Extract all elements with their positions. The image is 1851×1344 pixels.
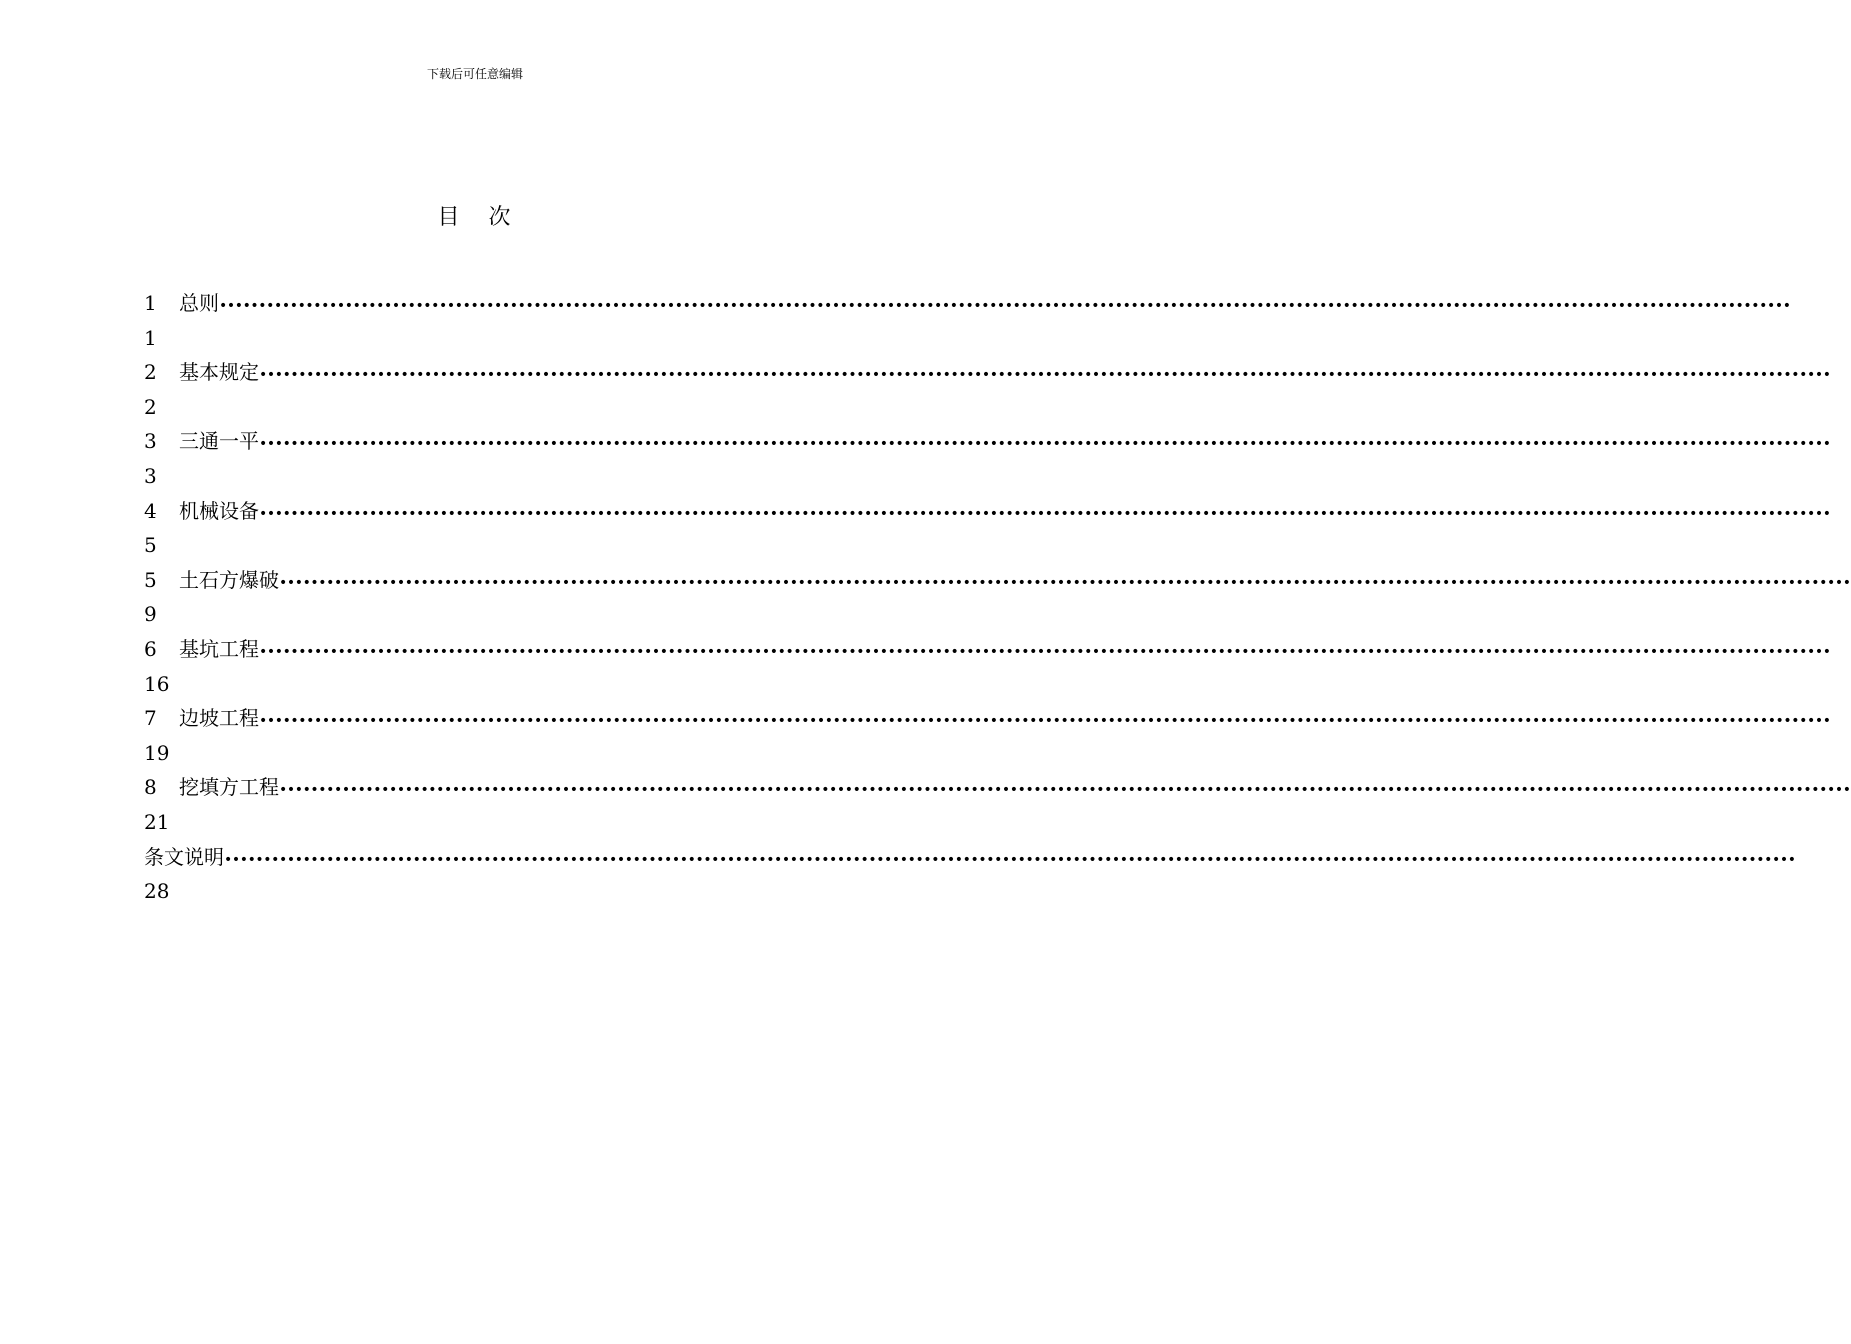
toc-dot-leader: ••••••••••••••••••••••••••••••••••••••••••••••••••••••••••••••••••••••••••••••••••••••••••••••••••••••••••••••••••••••••••••••••••••••••••••••••••••••••••••••••••••••••••••••••••••••••••••••••••••••••	[259, 367, 1831, 384]
toc-entry-number: 3	[144, 429, 157, 454]
toc-entry-number: 7	[144, 706, 157, 731]
toc-entry[interactable]	[144, 701, 1831, 770]
toc-entry-page-number: 5	[144, 533, 157, 558]
toc-entry-line	[144, 424, 1831, 459]
toc-entry[interactable]	[144, 494, 1831, 563]
toc-entry-page-number: 9	[144, 602, 157, 627]
toc-entry-line	[144, 355, 1831, 390]
toc-dot-leader: ••••••••••••••••••••••••••••••••••••••••••••••••••••••••••••••••••••••••••••••••••••••••••••••••••••••••••••••••••••••••••••••••••••••••••••••••••••••••••••••••••••••••••••••••••••••••••••••••••••••••	[279, 574, 1851, 591]
toc-entry-number: 2	[144, 360, 157, 385]
toc-entry-line	[144, 563, 1851, 598]
toc-entry-number: 8	[144, 775, 157, 800]
toc-entry-number: 6	[144, 636, 157, 661]
toc-entry-title: 三通一平	[179, 429, 259, 454]
toc-entry-title: 边坡工程	[179, 706, 259, 731]
toc-entry-page-number: 3	[144, 463, 157, 488]
toc-dot-leader: ••••••••••••••••••••••••••••••••••••••••••••••••••••••••••••••••••••••••••••••••••••••••••••••••••••••••••••••••••••••••••••••••••••••••••••••••••••••••••••••••••••••••••••••••••••••••••••••••••••••••	[259, 713, 1831, 730]
toc-entry-line	[144, 632, 1831, 667]
toc-entry-title: 土石方爆破	[179, 567, 279, 592]
toc-entry-number: 1	[144, 291, 157, 315]
toc-entry-title: 总则	[179, 291, 219, 315]
toc-entry-page-number: 21	[144, 809, 170, 834]
toc-entry[interactable]	[144, 840, 1796, 909]
toc-entry-title: 挖填方工程	[179, 775, 279, 800]
toc-entry-line	[144, 770, 1851, 805]
toc-entry-page-number: 16	[144, 671, 170, 696]
toc-entry[interactable]	[144, 632, 1831, 701]
toc-entry-number: 5	[144, 567, 157, 592]
toc-entry-title: 机械设备	[179, 498, 259, 523]
toc-entry-page-number: 1	[144, 325, 157, 350]
toc-dot-leader: ••••••••••••••••••••••••••••••••••••••••••••••••••••••••••••••••••••••••••••••••••••••••••••••••••••••••••••••••••••••••••••••••••••••••••••••••••••••••••••••••••••••••••••••••••••••••••••••••••••••••	[279, 782, 1851, 799]
toc-dot-leader: ••••••••••••••••••••••••••••••••••••••••••••••••••••••••••••••••••••••••••••••••••••••••••••••••••••••••••••••••••••••••••••••••••••••••••••••••••••••••••••••••••••••••••••••••••••••••••••••••••••••••	[259, 505, 1831, 522]
toc-dot-leader: ••••••••••••••••••••••••••••••••••••••••••••••••••••••••••••••••••••••••••••••••••••••••••••••••••••••••••••••••••••••••••••••••••••••••••••••••••••••••••••••••••••••••••••••••••••••••••••••••••••••••	[219, 298, 1791, 314]
toc-entry-line	[144, 494, 1831, 529]
toc-entry-page-number: 19	[144, 740, 170, 765]
toc-entry-page-number: 2	[144, 394, 157, 419]
toc-entry[interactable]	[144, 770, 1851, 839]
toc-entry[interactable]	[144, 424, 1831, 493]
toc-entry[interactable]	[144, 563, 1851, 632]
table-of-contents	[144, 286, 1851, 909]
toc-entry-page-number: 28	[144, 879, 170, 904]
toc-entry-title: 条文说明	[144, 844, 224, 869]
toc-entry[interactable]	[144, 286, 1791, 355]
toc-dot-leader: ••••••••••••••••••••••••••••••••••••••••••••••••••••••••••••••••••••••••••••••••••••••••••••••••••••••••••••••••••••••••••••••••••••••••••••••••••••••••••••••••••••••••••••••••••••••••••••••••••••••••	[259, 436, 1831, 453]
toc-entry-number: 4	[144, 498, 157, 523]
toc-dot-leader: ••••••••••••••••••••••••••••••••••••••••••••••••••••••••••••••••••••••••••••••••••••••••••••••••••••••••••••••••••••••••••••••••••••••••••••••••••••••••••••••••••••••••••••••••••••••••••••••••••••••••	[259, 643, 1831, 660]
toc-entry-line	[144, 701, 1831, 736]
toc-entry-line	[144, 286, 1791, 321]
toc-entry-title: 基坑工程	[179, 636, 259, 661]
toc-entry-title: 基本规定	[179, 360, 259, 385]
toc-entry-line	[144, 840, 1796, 875]
toc-title: 目 次	[437, 205, 513, 230]
toc-entry[interactable]	[144, 355, 1831, 424]
page-header: 下载后可任意编辑	[426, 67, 523, 81]
toc-dot-leader: ••••••••••••••••••••••••••••••••••••••••••••••••••••••••••••••••••••••••••••••••••••••••••••••••••••••••••••••••••••••••••••••••••••••••••••••••••••••••••••••••••••••••••••••••••••••••••••••••••••••••	[224, 851, 1796, 868]
